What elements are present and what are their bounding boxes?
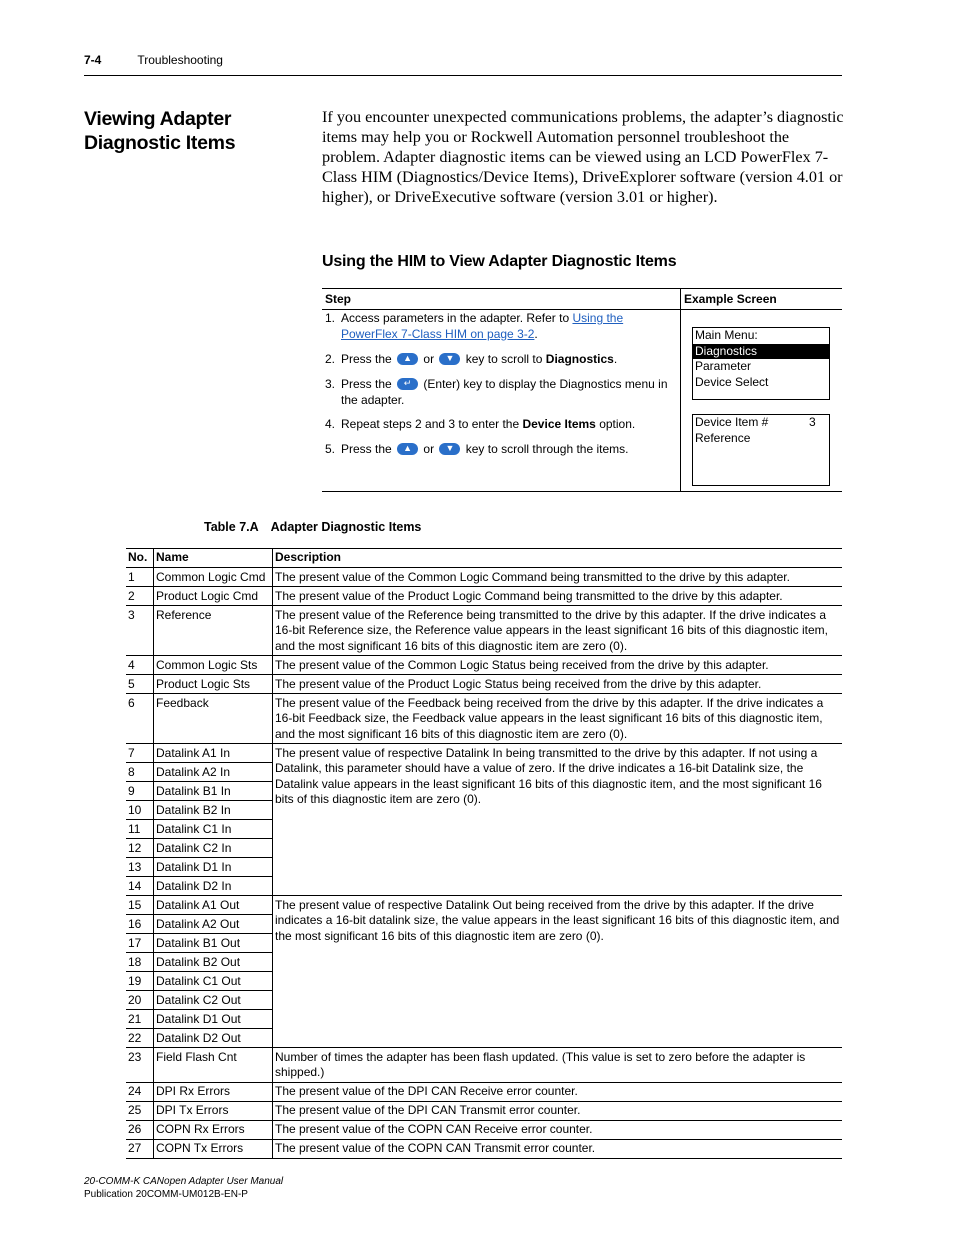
item-description: The present value of the Product Logic Command being transmitted to the drive by this adapter. [273, 587, 843, 606]
item-name: Datalink B2 Out [154, 953, 273, 972]
screen-selected-item: Diagnostics [693, 344, 829, 360]
item-number: 7 [126, 744, 154, 763]
item-name: Product Logic Sts [154, 675, 273, 694]
table-header-row [126, 549, 842, 568]
table-row [126, 694, 842, 744]
item-name: DPI Tx Errors [154, 1101, 273, 1120]
step-text: Access parameters in the adapter. Refer to [341, 311, 573, 325]
section-title: Viewing Adapter Diagnostic Items [84, 108, 236, 154]
table-row [126, 1120, 842, 1139]
item-description: The present value of respective Datalink In being transmitted to the drive by this adapter. If not using a Datalink, this parameter should have a value of zero. If the drive indicates a 16-bit Datalink size, the Datalink value appears in the least significant 16 bits of this diagnostic item, and the most significant 16 bits of this diagnostic item are zero (0). [273, 744, 843, 896]
him-screen-device-item [692, 414, 830, 486]
item-number: 15 [126, 896, 154, 915]
enter-key-icon: ↵ [397, 378, 418, 390]
item-name: DPI Rx Errors [154, 1082, 273, 1101]
item-description: The present value of the Reference being transmitted to the drive by this adapter. If the drive indicates a 16-bit Reference size, the Reference value appears in the least significant 16 bits of this diagnostic item, and the most significant 16 bits of this diagnostic item are zero (0). [273, 606, 843, 656]
item-description: The present value of the COPN CAN Receive error counter. [273, 1120, 843, 1139]
item-number: 8 [126, 763, 154, 782]
item-number: 11 [126, 820, 154, 839]
item-number: 3 [126, 606, 154, 656]
page-header [84, 53, 223, 67]
step-number: 3. [325, 377, 336, 391]
step-text: option. [599, 417, 636, 431]
table-caption [204, 520, 421, 534]
publication-number: Publication 20COMM-UM012B-EN-P [84, 1189, 248, 1200]
item-name: Feedback [154, 694, 273, 744]
intro-paragraph: If you encounter unexpected communications problems, the adapter’s diagnostic items may help you or Rockwell Automation personnel troubleshoot the problem. Adapter diagnostic items can be viewed using an LCD PowerFlex 7-Class HIM (Diagnostics/Device Items), DriveExplorer software (version 4.01 or higher), or DriveExecutive software (version 3.01 or higher). [322, 108, 844, 206]
item-name: Datalink A2 Out [154, 915, 273, 934]
table-title: Adapter Diagnostic Items [270, 520, 422, 534]
item-description: The present value of the DPI CAN Transmit error counter. [273, 1101, 843, 1120]
item-description: The present value of the DPI CAN Receive error counter. [273, 1082, 843, 1101]
item-number: 5 [126, 675, 154, 694]
item-number: 21 [126, 1010, 154, 1029]
up-arrow-key-icon: ▲ [397, 443, 418, 455]
step-text: . [613, 352, 618, 366]
item-number: 23 [126, 1048, 154, 1083]
step-number: 5. [325, 442, 336, 456]
example-column-header: Example Screen [684, 292, 777, 306]
item-name: Common Logic Sts [154, 656, 273, 675]
item-number: 20 [126, 991, 154, 1010]
item-name: Datalink C1 In [154, 820, 273, 839]
step-bold-text: Diagnostics [545, 352, 614, 366]
item-name: Datalink A1 Out [154, 896, 273, 915]
step-column-header: Step [325, 292, 352, 306]
down-arrow-key-icon: ▼ [439, 443, 460, 455]
item-name: Datalink D1 In [154, 858, 273, 877]
him-screen-main-menu [692, 327, 830, 400]
screen-item: Parameter [695, 359, 752, 373]
item-name: Datalink A1 In [154, 744, 273, 763]
step-text: . [534, 326, 538, 341]
table-row [126, 675, 842, 694]
item-number: 16 [126, 915, 154, 934]
step-text: key to scroll to [465, 352, 543, 366]
item-name: Datalink C1 Out [154, 972, 273, 991]
item-description: The present value of the Feedback being received from the drive by this adapter. If the drive indicates a 16-bit Feedback size, the Feedback value appears in the least significant 16 bits of this diagnostic item, and the most significant 16 bits of this diagnostic item are zero (0). [273, 694, 843, 744]
item-name: Datalink D2 In [154, 877, 273, 896]
table-row [126, 1082, 842, 1101]
step-text: key to scroll through the items. [465, 442, 629, 456]
table-row [126, 896, 842, 915]
item-number: 22 [126, 1029, 154, 1048]
item-name: COPN Rx Errors [154, 1120, 273, 1139]
item-name: Datalink B1 Out [154, 934, 273, 953]
table-row [126, 656, 842, 675]
steps-header-row [322, 289, 842, 310]
item-name: Datalink A2 In [154, 763, 273, 782]
manual-title: 20-COMM-K CANopen Adapter User Manual [84, 1176, 284, 1187]
table-row [126, 606, 842, 656]
item-description: The present value of the Product Logic Status being received from the drive by this adapter. [273, 675, 843, 694]
up-arrow-key-icon: ▲ [397, 353, 418, 365]
him-subheading: Using the HIM to View Adapter Diagnostic Items [322, 253, 677, 270]
item-number: 26 [126, 1120, 154, 1139]
step-number: 2. [325, 352, 336, 366]
item-number: 14 [126, 877, 154, 896]
item-name: Datalink D1 Out [154, 1010, 273, 1029]
item-number: 18 [126, 953, 154, 972]
item-number: 1 [126, 568, 154, 587]
col-description: Description [273, 549, 843, 568]
table-number: Table 7.A [204, 520, 259, 534]
screen-label: Device Item # [695, 415, 769, 429]
item-name: Datalink C2 Out [154, 991, 273, 1010]
table-row [126, 1139, 842, 1158]
item-name: Datalink B1 In [154, 782, 273, 801]
item-number: 13 [126, 858, 154, 877]
step-text: or [423, 442, 435, 456]
screen-item: Reference [695, 430, 751, 445]
step-bold-text: Device Items [522, 417, 596, 431]
item-description: The present value of respective Datalink Out being received from the drive by this adapter. If the drive indicates a 16-bit datalink size, the value appears in the least significant 16 bits of this diagnostic item, and the most significant 16 bits of this diagnostic item are zero (0). [273, 896, 843, 1048]
item-number: 6 [126, 694, 154, 744]
item-name: Datalink D2 Out [154, 1029, 273, 1048]
col-name: Name [154, 549, 273, 568]
item-name: Field Flash Cnt [154, 1048, 273, 1083]
item-number: 10 [126, 801, 154, 820]
item-number: 24 [126, 1082, 154, 1101]
item-number: 4 [126, 656, 154, 675]
item-number: 27 [126, 1139, 154, 1158]
item-description: Number of times the adapter has been flash updated. (This value is set to zero before the adapter is shipped.) [273, 1048, 843, 1083]
item-number: 19 [126, 972, 154, 991]
table-row [126, 587, 842, 606]
item-name: Datalink C2 In [154, 839, 273, 858]
item-name: Datalink B2 In [154, 801, 273, 820]
him-steps-table [322, 288, 842, 492]
item-number: 9 [126, 782, 154, 801]
chapter-title: Troubleshooting [137, 53, 223, 67]
item-number: 25 [126, 1101, 154, 1120]
item-number: 12 [126, 839, 154, 858]
step-text: (Enter) key to display the Diagnostics menu in the adapter. [341, 377, 668, 407]
item-number: 2 [126, 587, 154, 606]
column-divider [680, 289, 681, 491]
step-number: 4. [325, 417, 336, 431]
step-text: Press the [341, 377, 392, 391]
step-number: 1. [325, 311, 336, 325]
item-description: The present value of the Common Logic Command being transmitted to the drive by this adapter. [273, 568, 843, 587]
diagnostic-items-table [126, 548, 842, 1159]
header-rule [84, 75, 842, 76]
screen-title: Main Menu: [695, 328, 758, 342]
item-number: 17 [126, 934, 154, 953]
item-description: The present value of the COPN CAN Transmit error counter. [273, 1139, 843, 1158]
step-text: Press the [341, 352, 392, 366]
table-row [126, 1101, 842, 1120]
table-row [126, 1048, 842, 1083]
item-name: Product Logic Cmd [154, 587, 273, 606]
down-arrow-key-icon: ▼ [439, 353, 460, 365]
item-name: Common Logic Cmd [154, 568, 273, 587]
screen-item: Device Select [695, 374, 769, 389]
table-row [126, 568, 842, 587]
col-no: No. [126, 549, 154, 568]
table-row [126, 744, 842, 763]
step-text: Press the [341, 442, 392, 456]
powerflex-him-link[interactable]: Using the PowerFlex 7-Class HIM on page 3-2 [341, 311, 624, 341]
page-number: 7-4 [84, 53, 102, 67]
page-footer [84, 1175, 283, 1201]
step-text: or [423, 352, 435, 366]
item-description: The present value of the Common Logic Status being received from the drive by this adapter. [273, 656, 843, 675]
step-text: Repeat steps 2 and 3 to enter the [341, 417, 520, 431]
item-name: COPN Tx Errors [154, 1139, 273, 1158]
item-name: Reference [154, 606, 273, 656]
screen-value: 3 [809, 415, 816, 429]
